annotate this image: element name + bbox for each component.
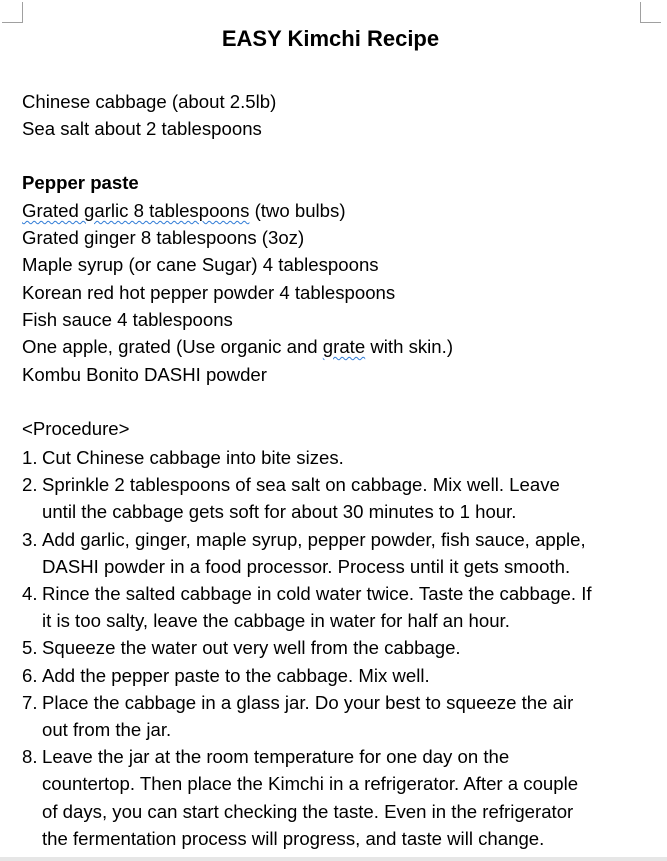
step-text	[42, 444, 652, 471]
ingredient-maple-syrup: Maple syrup (or cane Sugar) 4 tablespoons	[22, 254, 379, 275]
step-text	[42, 662, 652, 689]
step-number: 5.	[22, 637, 38, 659]
step-number: 6.	[22, 664, 38, 686]
step-text	[42, 743, 652, 852]
step-line: Sprinkle 2 tablespoons of sea salt on cabbage. Mix well. Leave	[42, 474, 560, 496]
step-line: Add garlic, ginger, maple syrup, pepper powder, fish sauce, apple,	[42, 528, 586, 550]
step-text	[42, 471, 652, 525]
step-number: 8.	[22, 746, 38, 768]
crop-mark-top-left	[2, 2, 23, 23]
step-number: 4.	[22, 583, 38, 604]
step-line: countertop. Then place the Kimchi in a refrigerator. After a couple	[42, 773, 579, 795]
step-line: out from the jar.	[42, 719, 172, 740]
step-line: Add the pepper paste to the cabbage. Mix well.	[42, 664, 430, 686]
ingredient-garlic: Grated garlic 8 tablespoons (two bulbs)	[22, 200, 346, 221]
spellcheck-underline[interactable]: Grated garlic 8 tablespoons	[22, 200, 250, 221]
step-line: Cut Chinese cabbage into bite sizes.	[42, 447, 344, 468]
document-title: EASY Kimchi Recipe	[221, 26, 440, 51]
page-bottom-edge	[0, 857, 667, 861]
procedure-heading: <Procedure>	[22, 418, 130, 439]
step-number: 7.	[22, 691, 38, 713]
step-line: until the cabbage gets soft for about 30 minutes to 1 hour.	[42, 501, 517, 523]
step-number: 2.	[22, 474, 38, 496]
step-number: 1.	[22, 447, 38, 468]
step-line: Rince the salted cabbage in cold water twice. Taste the cabbage. If	[42, 583, 592, 604]
step-line: Leave the jar at the room temperature for one day on the	[42, 746, 510, 768]
step-number: 3.	[22, 528, 38, 550]
step-line: of days, you can start checking the taste. Even in the refrigerator	[42, 800, 574, 822]
step-line: Place the cabbage in a glass jar. Do your best to squeeze the air	[42, 691, 574, 713]
spellcheck-underline[interactable]: grate	[322, 336, 366, 357]
crop-mark-top-right	[640, 2, 661, 23]
step-line: Squeeze the water out very well from the cabbage.	[42, 637, 461, 659]
ingredient-salt: Sea salt about 2 tablespoons	[22, 118, 262, 139]
step-text	[42, 689, 652, 743]
step-text	[42, 580, 652, 634]
step-line: the fermentation process will progress, and taste will change.	[42, 827, 545, 849]
step-text	[42, 634, 652, 661]
step-text	[42, 526, 652, 580]
ingredient-fish-sauce: Fish sauce 4 tablespoons	[22, 309, 233, 330]
step-line: DASHI powder in a food processor. Process until it gets smooth.	[42, 555, 571, 577]
ingredient-pepper-powder: Korean red hot pepper powder 4 tablespoons	[22, 282, 396, 303]
ingredient-cabbage: Chinese cabbage (about 2.5lb)	[22, 91, 277, 112]
pepper-paste-heading: Pepper paste	[22, 172, 139, 193]
ingredient-apple: One apple, grated (Use organic and grate with skin.)	[22, 336, 454, 357]
ingredient-dashi: Kombu Bonito DASHI powder	[22, 364, 267, 385]
step-line: it is too salty, leave the cabbage in water for half an hour.	[42, 610, 510, 632]
ingredient-ginger: Grated ginger 8 tablespoons (3oz)	[22, 227, 305, 248]
